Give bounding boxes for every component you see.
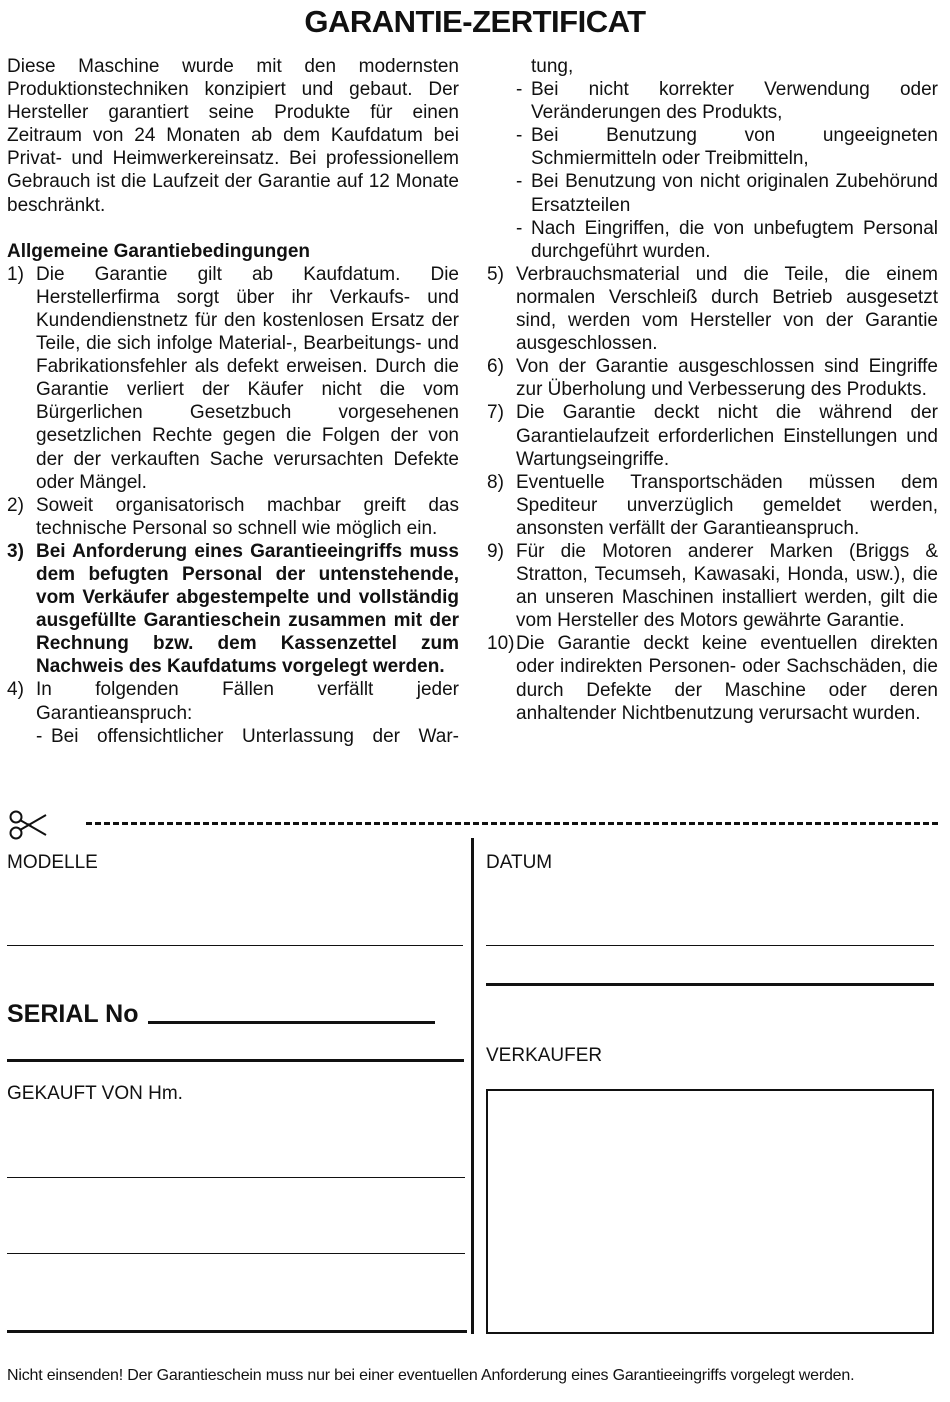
exclusion-text: Nach Eingriffen, die von unbefugtem Personal durchgeführt wurden. xyxy=(531,217,938,262)
condition-text: In folgenden Fällen verfällt jeder Garantieanspruch: xyxy=(36,679,459,724)
condition-text: Von der Garantie ausgeschlossen sind Eingriffe zur Überholung und Verbesserung des Produkts. xyxy=(516,356,938,401)
condition-item-3 xyxy=(7,540,459,679)
condition-number: 1) xyxy=(7,263,24,285)
condition-number: 6) xyxy=(487,356,504,378)
condition-text: Die Garantie deckt keine eventuellen direkten oder indirekten Personen- oder Sachschäden, die durch Defekte der Maschine oder deren anhaltender Nichtbenutzung verursacht wurden. xyxy=(516,633,938,724)
datum-line[interactable] xyxy=(486,945,934,946)
condition-text: Eventuelle Transportschäden müssen dem Spediteur unverzüglich gemeldet werden, ansonsten verfällt der Garantieanspruch. xyxy=(516,471,938,539)
exclusion-text: Bei Benutzung von ungeeigneten Schmiermitteln oder Treibmitteln, xyxy=(531,125,938,170)
exclusion-sub-item: - Nach Eingriffen, die von unbefugtem Personal durchgeführt wurden. xyxy=(516,217,938,262)
scissors-icon xyxy=(8,808,48,842)
condition-number: 9) xyxy=(487,540,504,562)
dealer-stamp-box[interactable] xyxy=(486,1089,934,1334)
page-title: GARANTIE-ZERTIFICAT xyxy=(304,4,646,39)
condition-number: 4) xyxy=(7,679,24,701)
condition-number: 10) xyxy=(487,633,515,655)
gekauft-von-line-1[interactable] xyxy=(7,1177,465,1178)
form-divider xyxy=(471,838,474,1334)
condition-item-4 xyxy=(7,678,459,724)
gekauft-von-label: GEKAUFT VON Hm. xyxy=(7,1083,183,1104)
modelle-line[interactable] xyxy=(7,945,463,946)
serial-line[interactable] xyxy=(148,1021,435,1024)
exclusion-sub-item: - Bei Benutzung von ungeeigneten Schmiermitteln oder Treibmitteln, xyxy=(516,125,938,170)
datum-line-2[interactable] xyxy=(486,983,934,986)
gekauft-von-line-2[interactable] xyxy=(7,1253,465,1254)
condition-number: 2) xyxy=(7,494,24,516)
condition-item-5 xyxy=(487,263,938,355)
exclusion-sub-item: - Bei offensichtlicher Unterlassung der War- xyxy=(36,725,459,747)
condition-text: Verbrauchsmaterial und die Teile, die einem normalen Verschleiß durch Betrieb ausgesetzt sind, werden vom Hersteller von der Garantie ausgeschlossen. xyxy=(516,263,938,355)
left-column xyxy=(7,55,459,748)
condition-number: 5) xyxy=(487,263,504,285)
condition-number: 3) xyxy=(7,540,24,562)
condition-item-2 xyxy=(7,494,459,540)
condition-item-9 xyxy=(487,540,938,632)
condition-text: Die Garantie gilt ab Kaufdatum. Die Herstellerfirma sorgt über ihr Verkaufs- und Kundendienstnetz für den kostenlosen Ersatz der Teile, die sich infolge Material-, Bearbeitungs- und Fabrikationsfehler als defekt erweisen. Durch die Garantie verliert der Käufer nicht die vom Bürgerlichen Gesetzbuch vorgesehenen gesetzlichen Rechte gegen die Folgen der von der der verkauften Sache verursachten Defekte oder Mängel. xyxy=(36,263,459,493)
condition-item-10 xyxy=(487,632,938,724)
condition-item-8 xyxy=(487,471,938,540)
datum-label: DATUM xyxy=(486,852,553,873)
cut-line xyxy=(86,822,938,825)
condition-item-1 xyxy=(7,263,459,494)
conditions-heading: Allgemeine Garantiebedingungen xyxy=(7,240,310,262)
condition-number: 7) xyxy=(487,402,504,424)
exclusion-text: Bei Benutzung von nicht originalen Zubehörund Ersatzteilen xyxy=(531,171,938,216)
condition-item-6 xyxy=(487,355,938,401)
condition-text: Die Garantie deckt nicht die während der Garantielaufzeit erforderlichen Einstellungen und Wartungseingriffe. xyxy=(516,402,938,470)
condition-text: Soweit organisatorisch machbar greift das technische Personal so schnell wie möglich ein. xyxy=(36,494,459,539)
footnote: Nicht einsenden! Der Garantieschein muss nur bei einer eventuellen Anforderung eines Garantieeingriffs vorgelegt werden. xyxy=(7,1367,855,1384)
exclusion-sub-item: - Bei nicht korrekter Verwendung oder Veränderungen des Produkts, xyxy=(516,79,938,124)
condition-item-7 xyxy=(487,401,938,470)
condition-text: Für die Motoren anderer Marken (Briggs & Stratton, Tecumseh, Kawasaki, Honda, usw.), die an unseren Maschinen installiert werden, gilt die vom Hersteller des Motors gewährte Garantie. xyxy=(516,540,938,632)
intro-paragraph: Diese Maschine wurde mit den modernsten Produktionstechniken konzipiert und gebaut. Der Hersteller garantiert seine Produkte für einen Zeitraum von 24 Monaten ab dem Kaufdatum bei Privat- und Heimwerkereinsatz. Bei professionellem Gebrauch ist die Laufzeit der Garantie auf 12 Monate beschränkt. xyxy=(7,56,459,216)
serial-label: SERIAL No xyxy=(7,1000,139,1028)
exclusion-text: Bei offensichtlicher Unterlassung der War- xyxy=(51,725,459,747)
condition-number: 8) xyxy=(487,471,504,493)
modelle-label: MODELLE xyxy=(7,852,98,873)
exclusion-text: Bei nicht korrekter Verwendung oder Veränderungen des Produkts, xyxy=(531,79,938,124)
gekauft-von-line-3[interactable] xyxy=(7,1330,467,1333)
exclusion-sub-item: - Bei Benutzung von nicht originalen Zubehörund Ersatzteilen xyxy=(516,171,938,216)
serial-line-2[interactable] xyxy=(7,1059,464,1062)
right-column xyxy=(487,55,938,725)
verkaufer-label: VERKAUFER xyxy=(486,1045,603,1066)
exclusion-continuation: tung, xyxy=(531,56,574,77)
condition-text: Bei Anforderung eines Garantieeingriffs muss dem befugten Personal der untenstehende, vom Verkäufer abgestempelte und vollständig ausgefüllte Garantieschein zusammen mit der Rechnung bzw. dem Kassenzettel zum Nachweis des Kaufdatums vorgelegt werden. xyxy=(36,540,459,678)
